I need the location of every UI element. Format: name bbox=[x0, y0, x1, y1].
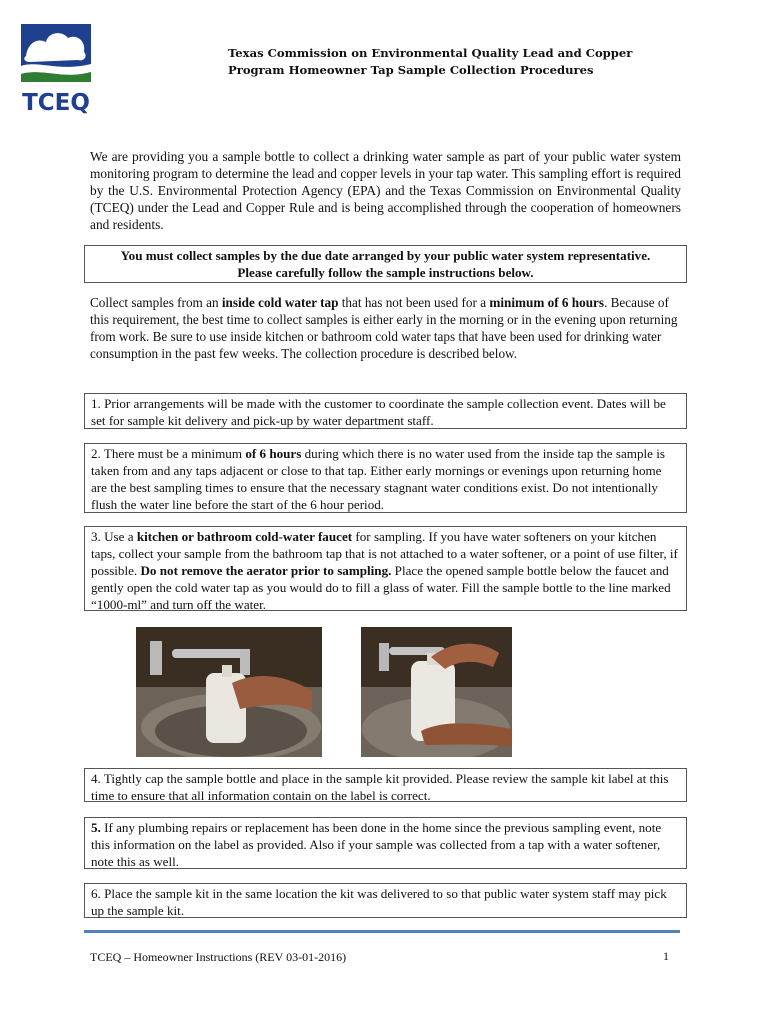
collect-bold-1: inside cold water tap bbox=[221, 295, 339, 310]
step-5 bbox=[84, 817, 687, 869]
title-line-2: Program Homeowner Tap Sample Collection Procedures bbox=[228, 63, 594, 77]
collect-text-1: Collect samples from an bbox=[90, 295, 222, 310]
step-2-text-a: 2. There must be a minimum bbox=[91, 446, 246, 461]
step-3-text-c: Place the opened sample bottle below the faucet and gently open the cold water tap as you would do to fill a glass of water. Fill the sample bottle to the line marked “1000-ml” and turn off the water. bbox=[91, 563, 671, 613]
collection-paragraph bbox=[90, 294, 686, 362]
footer-text: TCEQ – Homeowner Instructions (REV 03-01-2016) bbox=[90, 950, 347, 964]
logo-wordmark: TCEQ bbox=[22, 90, 90, 116]
step-6-text: 6. Place the sample kit in the same location the kit was delivered to so that public water system staff may pick up the sample kit. bbox=[91, 886, 667, 919]
step-2 bbox=[84, 443, 687, 513]
document-title bbox=[228, 45, 648, 79]
step-3-text-a: 3. Use a bbox=[91, 529, 137, 544]
collect-bold-2: minimum of 6 hours bbox=[489, 295, 605, 310]
notice-line-2: Please carefully follow the sample instructions below. bbox=[237, 265, 534, 281]
step-3-bold-b: Do not remove the aerator prior to sampling. bbox=[140, 563, 392, 579]
title-line-1: Texas Commission on Environmental Quality Lead and Copper bbox=[228, 46, 633, 60]
step-6 bbox=[84, 883, 687, 918]
faucet-photo-right bbox=[361, 627, 512, 757]
step-2-bold: of 6 hours bbox=[245, 446, 302, 461]
faucet-photo-left bbox=[136, 627, 322, 757]
footer-rule bbox=[84, 930, 680, 933]
step-5-number: 5. bbox=[91, 820, 101, 835]
tceq-logo bbox=[18, 20, 94, 116]
step-3-bold-a: kitchen or bathroom cold-water faucet bbox=[136, 529, 353, 544]
step-3-text-b: for sampling. If you have water softeners on your kitchen taps, collect your sample from the bathroom tap that is not attached to a water softener, or a point of use filter, if possible. bbox=[91, 529, 678, 579]
step-2-text-b: during which there is no water used from the inside tap the sample is taken from and any taps adjacent or close to that tap. Either early mornings or evenings upon returning home are the best sampling times to ensure that the necessary stagnant water conditions exist. Do not intentionally flush the water line before the start of the 6 hour period. bbox=[91, 446, 665, 513]
due-date-notice bbox=[84, 245, 687, 283]
step-4-text: 4. Tightly cap the sample bottle and place in the sample kit provided. Please review the sample kit label at this time to ensure that all information contain on the label is correct. bbox=[91, 771, 669, 804]
collect-text-3: . Because of this requirement, the best time to collect samples is either early in the morning or in the evening upon returning from work. Be sure to use inside kitchen or bathroom cold water taps that have been used for drinking water consumption in the past few weeks. The collection procedure is described below. bbox=[90, 295, 678, 362]
step-5-text: If any plumbing repairs or replacement has been done in the home since the previous sampling event, note this information on the label as provided. Also if your sample was collected from a tap with a water softener, note this as well. bbox=[91, 820, 662, 870]
page-number: 1 bbox=[663, 949, 669, 963]
notice-line-1: You must collect samples by the due date arranged by your public water system representative. bbox=[120, 248, 651, 263]
intro-paragraph: We are providing you a sample bottle to collect a drinking water sample as part of your public water system monitoring program to determine the lead and copper levels in your tap water. This sampling effort is required by the U.S. Environmental Protection Agency (EPA) and the Texas Commission on Environmental Quality (TCEQ) under the Lead and Copper Rule and is being accomplished through the cooperation of homeowners and residents. bbox=[90, 149, 681, 233]
step-3 bbox=[84, 526, 687, 611]
step-1-text: 1. Prior arrangements will be made with the customer to coordinate the sample collection event. Dates will be set for sample kit delivery and pick-up by water department staff. bbox=[91, 396, 666, 429]
collect-text-2: that has not been used for a bbox=[338, 295, 490, 310]
step-4 bbox=[84, 768, 687, 802]
step-1 bbox=[84, 393, 687, 429]
